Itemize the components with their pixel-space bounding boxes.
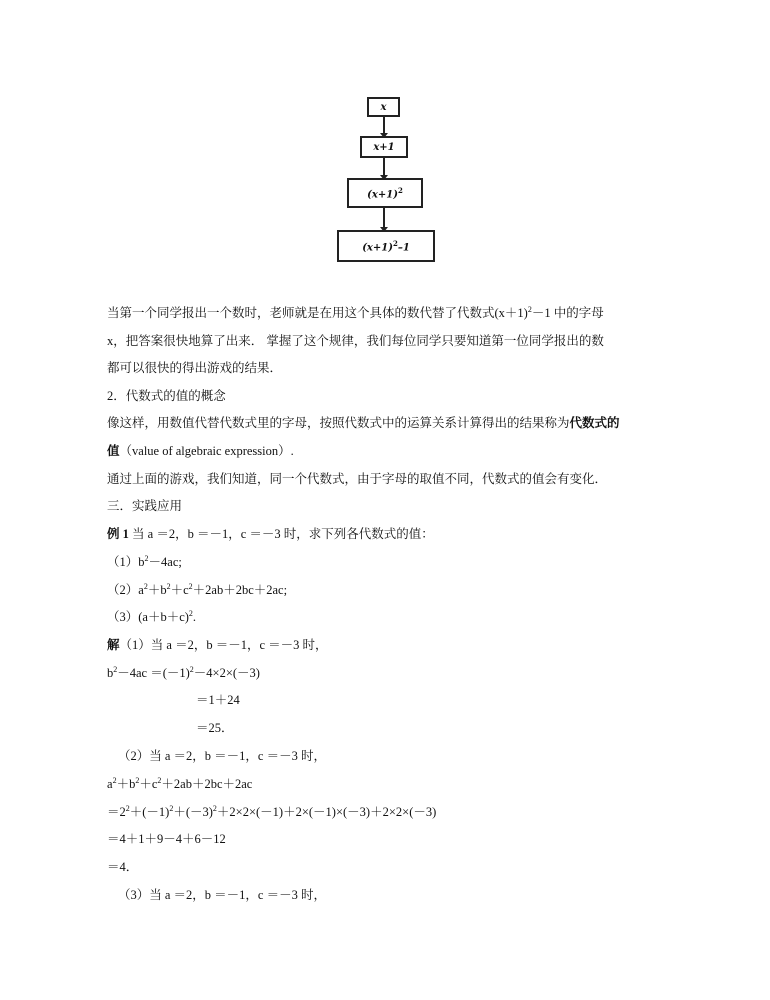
solution-heading: （3）当 a ＝2，b ＝－1，c ＝－3 时，: [118, 888, 326, 902]
question-3: $(3)(a+b+c)^2$.: [107, 608, 197, 624]
solution-step: ＝4．: [107, 860, 139, 874]
flow-box-square-minus-1-label: $(x+1)^2-1$: [362, 238, 410, 254]
solution-heading: （2）当 a ＝2，b ＝－1，c ＝－3 时，: [118, 749, 326, 763]
flow-arrow-2: [383, 158, 385, 176]
flow-arrow-3: [383, 208, 385, 228]
solution-step: $a^2+b^2+c^2+2ab+2bc+2ac$: [107, 775, 253, 791]
flow-box-square-minus-1: [337, 230, 435, 262]
solution-heading: 解（1）当 a ＝2，b ＝－1，c ＝－3 时，: [107, 638, 328, 652]
flow-box-square-label: $(x+1)^2$: [367, 185, 403, 201]
flow-box-x-plus-1: [360, 136, 408, 158]
question-1: $(1)b^2-4ac$;: [107, 553, 182, 569]
paragraph-line: 当第一个同学报出一个数时，老师就是在用这个具体的数代替了代数式$(x+1)^2-1$ 中的字母: [107, 304, 604, 320]
definition-line: 值（value of algebraic expression）.: [107, 444, 294, 458]
solution-step: $b^2-4ac =(-1)^2-4\times 2\times(-3)$: [107, 664, 260, 680]
section-heading: 2．代数式的值的概念: [107, 389, 226, 403]
example-line: 例 1 当 a ＝2，b ＝－1，c ＝－3 时，求下列各代数式的值：: [107, 527, 434, 541]
paragraph-line: 通过上面的游戏，我们知道，同一个代数式，由于字母的取值不同，代数式的值会有变化．: [107, 472, 608, 486]
paragraph-line: 都可以很快的得出游戏的结果．: [107, 361, 283, 375]
flowchart-diagram: [337, 88, 443, 264]
section-heading: 三．实践应用: [107, 499, 183, 513]
flow-box-x-plus-1-label: x+1: [373, 141, 395, 153]
flow-arrow-1: [383, 117, 385, 134]
solution-step: $=2^2+(-1)^2+(-3)^2+2\times 2\times(-1)+2\times(-1)\times(-3)+2\times 2\times(-3)$: [107, 803, 437, 819]
flow-box-x-label: x: [380, 101, 387, 113]
paragraph-line: x，把答案很快地算了出来． 掌握了这个规律，我们每位同学只要知道第一位同学报出的数: [107, 334, 604, 348]
solution-step: ＝4＋1＋9－4＋6－12: [107, 832, 226, 846]
question-2: $(2)a^2+b^2+c^2+2ab+2bc+2ac$;: [107, 581, 288, 597]
flow-box-x: [367, 97, 400, 117]
solution-step: ＝25．: [196, 721, 234, 735]
solution-step: ＝1＋24: [196, 693, 240, 707]
flow-box-square: [347, 178, 423, 208]
definition-line: 像这样，用数值代替代数式里的字母，按照代数式中的运算关系计算得出的结果称为代数式的: [107, 416, 620, 430]
